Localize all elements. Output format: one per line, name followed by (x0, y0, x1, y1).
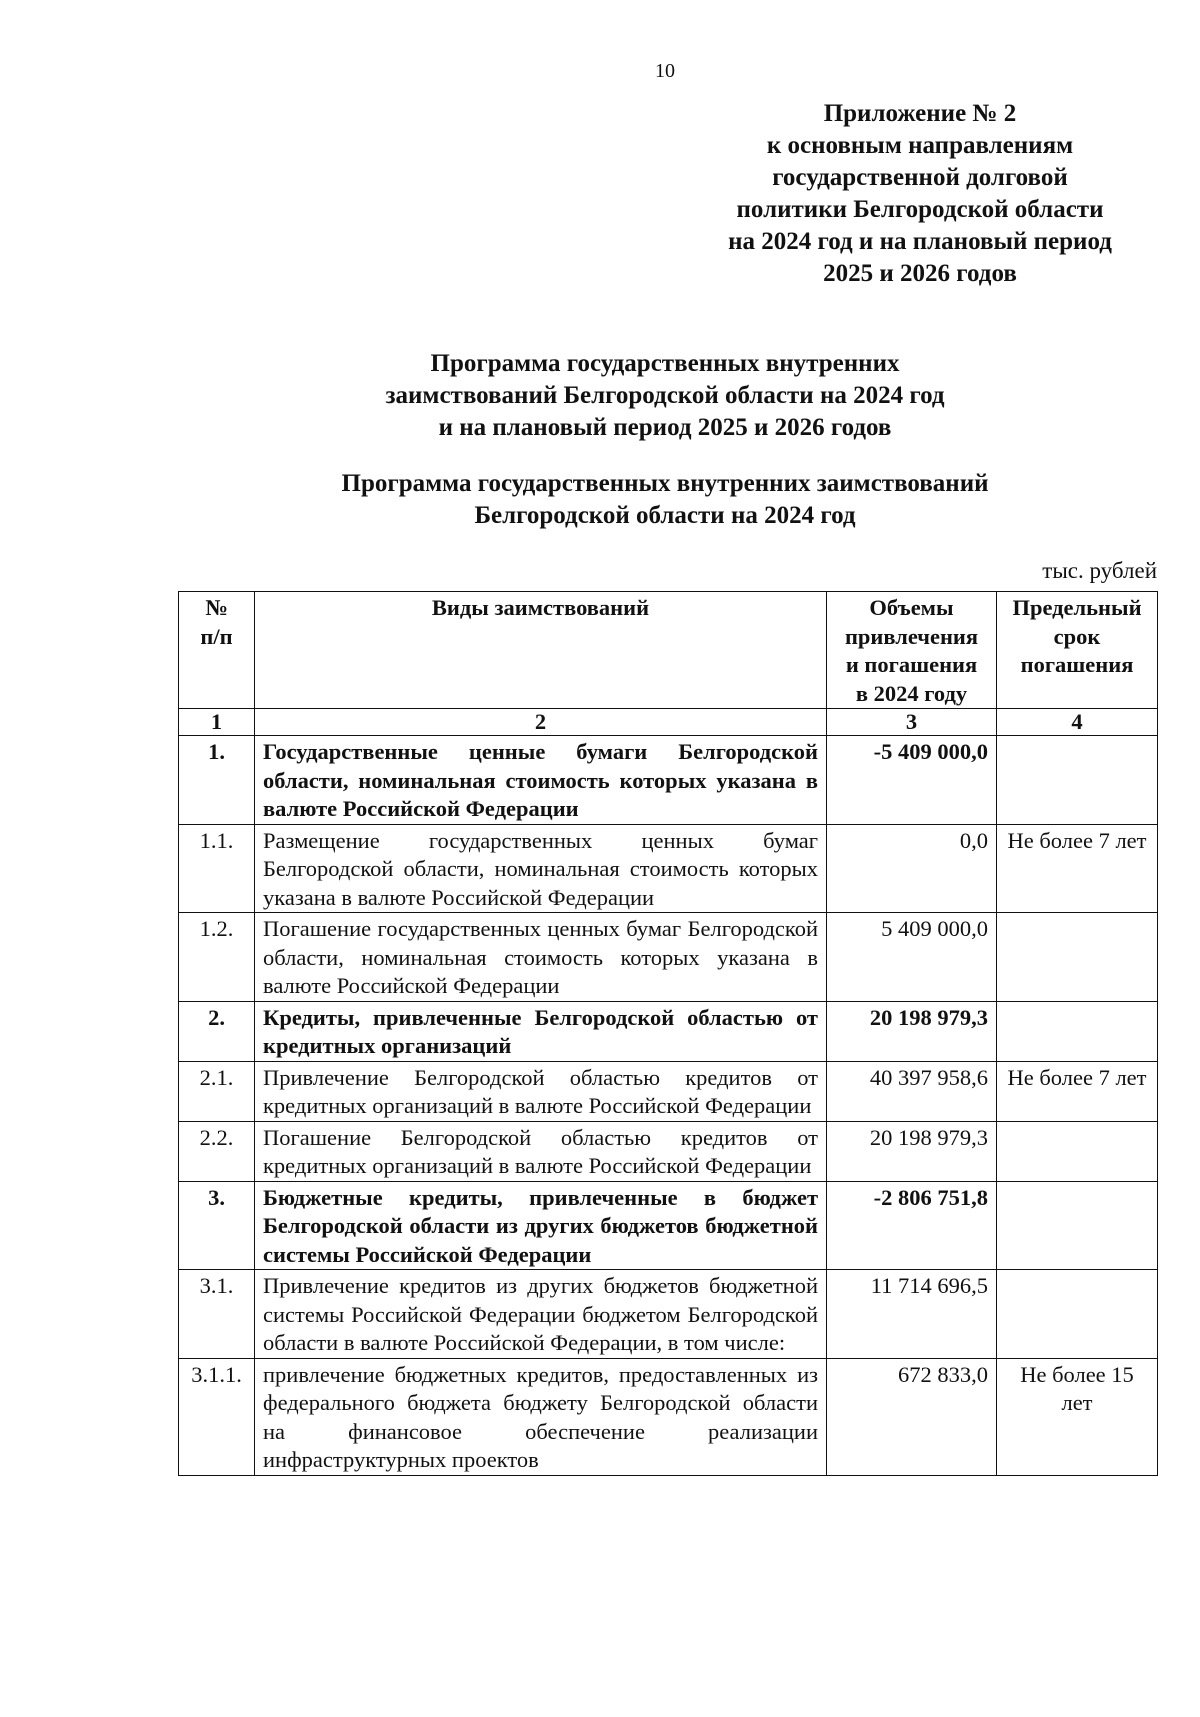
table-row (179, 1121, 1158, 1181)
row-amount: 5 409 000,0 (827, 913, 997, 1002)
header-text: срок (1053, 623, 1101, 649)
header-text: погашения (1020, 652, 1134, 677)
appendix-line: к основным направлениям (766, 132, 1074, 159)
row-term: Не более 7 лет (997, 1061, 1158, 1121)
table-header-row (179, 592, 1158, 709)
row-number: 2.2. (179, 1121, 255, 1181)
sub-title-line: Белгородской области на 2024 год (474, 502, 856, 529)
row-number: 1.2. (179, 913, 255, 1002)
row-term: Не более 15 лет (997, 1358, 1158, 1475)
row-name: Привлечение кредитов из других бюджетов бюджетной системы Российской Федерации бюджетом Белгородской области в валюте Российской Федерации, в том числе: (255, 1270, 827, 1359)
header-text: привлечения (844, 623, 979, 649)
row-name: Погашение Белгородской областью кредитов от кредитных организаций в валюте Российской Федерации (255, 1121, 827, 1181)
row-name: привлечение бюджетных кредитов, предоставленных из федерального бюджета бюджету Белгородской области на финансовое обеспечение реализации инфраструктурных проектов (255, 1358, 827, 1475)
row-term (997, 1121, 1158, 1181)
row-amount: 672 833,0 (827, 1358, 997, 1475)
sub-title-line: Программа государственных внутренних заимствований (341, 470, 989, 497)
column-index: 2 (255, 709, 827, 736)
appendix-line: государственной долговой (772, 164, 1068, 191)
table-row (179, 1061, 1158, 1121)
row-name: Бюджетные кредиты, привлеченные в бюджет Белгородской области из других бюджетов бюджетной системы Российской Федерации (255, 1181, 827, 1270)
sub-title (300, 468, 1030, 532)
row-name: Привлечение Белгородской областью кредитов от кредитных организаций в валюте Российской Федерации (255, 1061, 827, 1121)
appendix-line: на 2024 год и на плановый период (728, 228, 1112, 255)
program-title-line: и на плановый период 2025 и 2026 годов (438, 414, 892, 441)
program-title-line: заимствований Белгородской области на 2024 год (385, 382, 945, 409)
row-term (997, 736, 1158, 825)
header-text: Предельный (1012, 595, 1142, 620)
row-name: Погашение государственных ценных бумаг Белгородской области, номинальная стоимость которых указана в валюте Российской Федерации (255, 913, 827, 1002)
column-index: 1 (179, 709, 255, 736)
row-amount: 0,0 (827, 824, 997, 913)
table-row (179, 824, 1158, 913)
program-title-line: Программа государственных внутренних (430, 350, 900, 377)
header-term (997, 592, 1158, 709)
header-text: и погашения (845, 652, 978, 677)
row-amount: -5 409 000,0 (827, 736, 997, 825)
column-index: 3 (827, 709, 997, 736)
row-name: Государственные ценные бумаги Белгородской области, номинальная стоимость которых указана в валюте Российской Федерации (255, 736, 827, 825)
row-number: 3.1. (179, 1270, 255, 1359)
program-title (300, 348, 1030, 444)
table-row (179, 1181, 1158, 1270)
page-number: 10 (655, 60, 675, 82)
row-amount: 20 198 979,3 (827, 1001, 997, 1061)
header-text: в 2024 году (855, 680, 968, 706)
table-row (179, 1001, 1158, 1061)
header-text: Объемы (869, 595, 954, 620)
row-name: Кредиты, привлеченные Белгородской областью от кредитных организаций (255, 1001, 827, 1061)
row-number: 3.1.1. (179, 1358, 255, 1475)
appendix-heading (680, 98, 1160, 290)
header-text: Виды заимствований (431, 595, 650, 620)
header-text: п/п (200, 623, 233, 649)
row-number: 2. (179, 1001, 255, 1061)
row-name: Размещение государственных ценных бумаг Белгородской области, номинальная стоимость которых указана в валюте Российской Федерации (255, 824, 827, 913)
column-index: 4 (997, 709, 1158, 736)
row-term (997, 1270, 1158, 1359)
table-body (179, 736, 1158, 1476)
header-name (255, 592, 827, 709)
row-term (997, 1001, 1158, 1061)
appendix-line: политики Белгородской области (736, 196, 1104, 223)
row-number: 1. (179, 736, 255, 825)
header-num (179, 592, 255, 709)
row-number: 1.1. (179, 824, 255, 913)
appendix-line: 2025 и 2026 годов (823, 260, 1017, 287)
row-amount: 20 198 979,3 (827, 1121, 997, 1181)
units-label: тыс. рублей (1042, 558, 1157, 583)
row-term: Не более 7 лет (997, 824, 1158, 913)
table-row (179, 1358, 1158, 1475)
appendix-line: Приложение № 2 (823, 100, 1017, 127)
row-number: 2.1. (179, 1061, 255, 1121)
header-amount (827, 592, 997, 709)
table-row (179, 736, 1158, 825)
row-term (997, 1181, 1158, 1270)
table-row (179, 1270, 1158, 1359)
column-index-row (179, 709, 1158, 736)
row-amount: 11 714 696,5 (827, 1270, 997, 1359)
header-text: № (205, 595, 228, 620)
row-amount: -2 806 751,8 (827, 1181, 997, 1270)
row-amount: 40 397 958,6 (827, 1061, 997, 1121)
row-term (997, 913, 1158, 1002)
table-row (179, 913, 1158, 1002)
borrowings-table (178, 591, 1158, 1476)
row-number: 3. (179, 1181, 255, 1270)
